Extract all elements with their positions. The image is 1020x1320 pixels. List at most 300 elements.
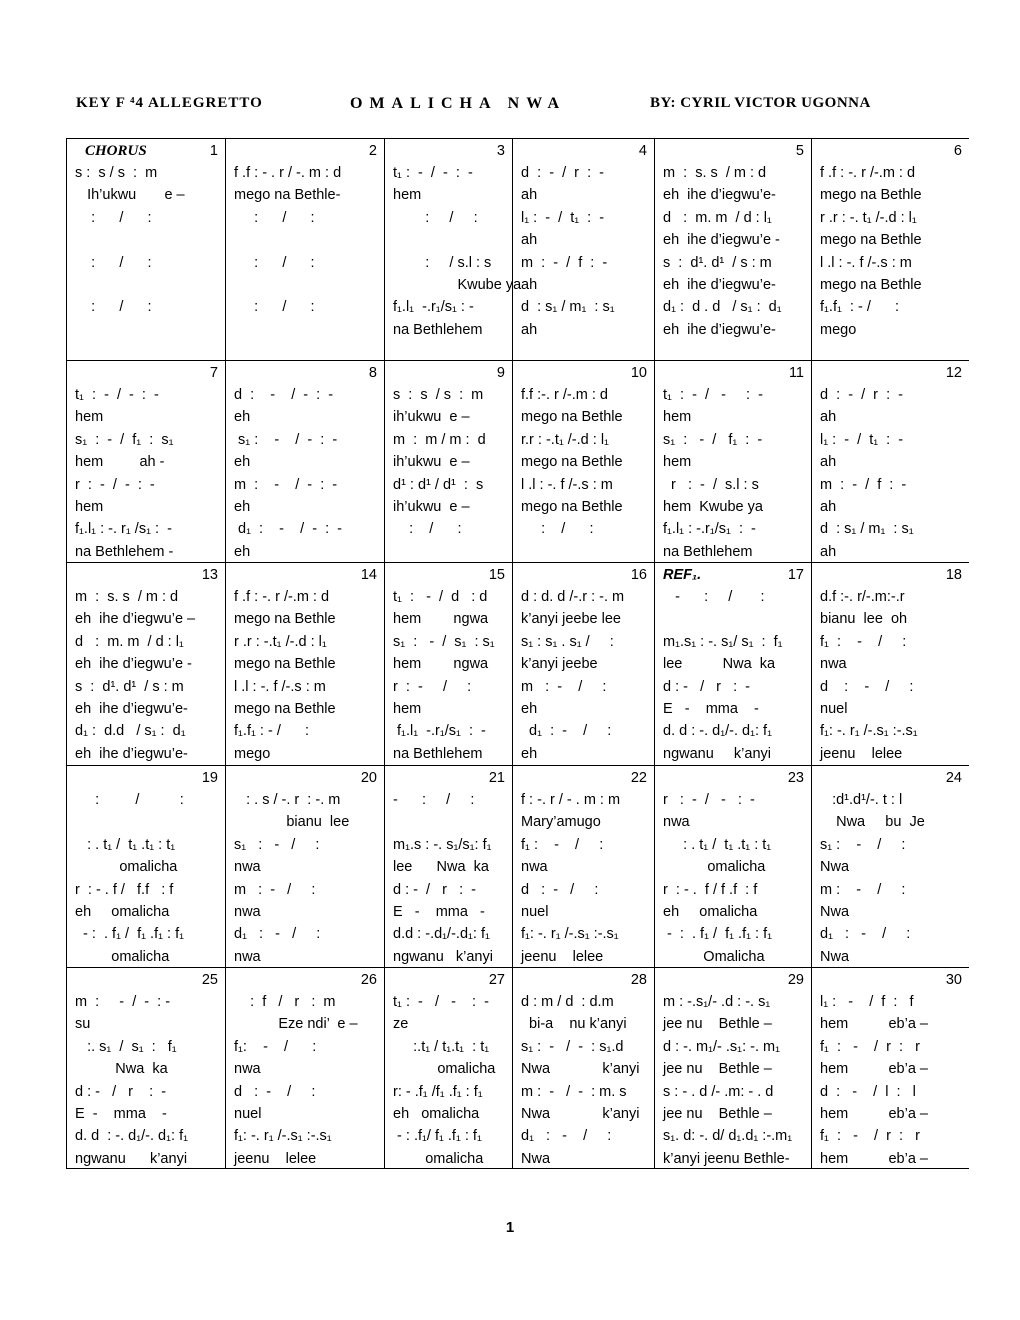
- notation-line: bianu lee: [234, 814, 350, 831]
- notation-line: ih’ukwu e –: [393, 454, 470, 471]
- measure-number: [234, 565, 377, 586]
- notation-line: r : - / - : -: [663, 792, 755, 808]
- notation-line: ah: [521, 187, 538, 204]
- notation-line: ah: [820, 409, 837, 426]
- notation-line: Nwa: [521, 1150, 551, 1167]
- notation-line: l₁ : - / t₁ : -: [521, 209, 605, 226]
- notation-line: E - mma -: [663, 700, 759, 717]
- notation-line: d₁ : - / :: [234, 926, 321, 943]
- measure-number: [820, 141, 962, 162]
- measure-number-text: 1: [209, 143, 218, 159]
- notation-line: [393, 811, 505, 833]
- notation-line: eh omalicha: [663, 903, 758, 920]
- notation-line: hem: [663, 454, 692, 471]
- measure-number: [820, 565, 962, 586]
- notation-line: omalicha: [75, 859, 178, 876]
- notation-line: ngwanu k’anyi: [393, 948, 493, 965]
- notation-line: jee nu Bethle –: [663, 1105, 772, 1122]
- notation-line: mego na Bethle: [234, 700, 336, 717]
- notation-line: s₁ : - / - : s₁.d: [521, 1038, 624, 1055]
- notation-line: jeenu lelee: [820, 745, 903, 762]
- notation-line: f : -. r / - . m : m: [521, 792, 621, 808]
- measure-number-text: 7: [209, 365, 218, 381]
- measure-number: [75, 768, 218, 789]
- score-row: [67, 766, 969, 968]
- notation-line: m : - / f : -: [521, 254, 608, 271]
- measure-number: [75, 141, 218, 162]
- measure-cell: [655, 563, 812, 766]
- notation-line: d₁ : - / :: [521, 1128, 612, 1145]
- notation-line: E - mma -: [75, 1105, 167, 1122]
- notation-line: ah: [820, 543, 837, 560]
- notation-line: hem eb’a –: [820, 1016, 928, 1033]
- measure-cell: [67, 766, 226, 968]
- notation-line: jee nu Bethle –: [663, 1016, 772, 1033]
- notation-line: eh: [234, 543, 251, 560]
- measure-number: [393, 565, 505, 586]
- notation-line: eh: [521, 745, 538, 762]
- notation-line: nuel: [521, 903, 549, 920]
- notation-line: Omalicha: [663, 948, 765, 965]
- notation-line: r: - .f₁ /f₁ .f₁ : f₁: [393, 1083, 483, 1100]
- notation-line: r : - / :: [393, 678, 472, 695]
- measure-number: [234, 141, 377, 162]
- measure-cell: [812, 968, 969, 1169]
- notation-line: ah: [521, 232, 538, 249]
- measure-number: [75, 565, 218, 586]
- measure-cell: [655, 968, 812, 1169]
- notation-line: l .l : -. f /-.s : m: [820, 254, 912, 271]
- notation-line: nwa: [234, 948, 261, 965]
- score-row: [67, 968, 969, 1169]
- measure-cell: [812, 361, 969, 563]
- notation-line: d : m. m / d : l₁: [75, 633, 184, 650]
- notation-line: ah: [521, 276, 538, 293]
- measure-number-text: 25: [201, 972, 218, 988]
- notation-line: m : s. s / m : d: [663, 165, 767, 181]
- measure-number: [521, 970, 647, 991]
- measure-number-text: 5: [795, 143, 804, 159]
- measure-number-text: 19: [201, 770, 218, 786]
- notation-line: s : - . d /- .m: - . d: [663, 1083, 774, 1100]
- notation-line: Nwa ka: [75, 1061, 168, 1078]
- measure-cell: [385, 139, 522, 361]
- measure-number-text: 24: [945, 770, 962, 786]
- notation-line: f .f : -. r /-.m : d: [820, 165, 916, 181]
- notation-line: f₁ : - / :: [820, 633, 907, 650]
- notation-line: m : -.s₁/- .d : -. s₁: [663, 994, 771, 1010]
- notation-line: s₁ : - / s₁ : s₁: [393, 633, 495, 650]
- measure-cell: [385, 361, 513, 563]
- notation-line: s₁. d: -. d/ d₁.d₁ :-.m₁: [663, 1128, 793, 1145]
- notation-line: r : - . f / f.f : f: [75, 881, 174, 898]
- notation-line: m : - / :: [521, 678, 607, 695]
- notation-line: : f / r : m: [234, 994, 336, 1010]
- notation-line: :. s₁ / s₁ : f₁: [75, 1038, 177, 1055]
- measure-number: [393, 768, 505, 789]
- notation-line: s₁ : s₁ . s₁ / :: [521, 633, 614, 650]
- notation-line: l₁ : - / f : f: [820, 994, 914, 1010]
- score-row: [67, 563, 969, 766]
- notation-line: [234, 274, 377, 296]
- notation-line: mego na Bethle: [521, 409, 623, 426]
- measure-number-text: 22: [630, 770, 647, 786]
- notation-line: f₁.f₁ : - / :: [820, 299, 900, 316]
- notation-line: eh: [521, 700, 538, 717]
- notation-line: f₁: -. r₁ /-.s₁ :-.s₁: [820, 723, 918, 740]
- notation-line: eh: [234, 498, 251, 515]
- notation-line: eh ihe d’iegwu’e -: [75, 656, 192, 673]
- notation-line: Mary’amugo: [521, 814, 601, 831]
- notation-line: d₁ : - / :: [521, 723, 612, 740]
- notation-line: s₁ : - / f₁ : -: [663, 431, 763, 448]
- notation-line: [234, 229, 377, 251]
- notation-line: eh ihe d’iegwu’e –: [75, 611, 196, 628]
- measure-number: [663, 141, 804, 162]
- measure-number: [521, 141, 647, 162]
- notation-line: s₁ : - / f₁ : s₁: [75, 431, 174, 448]
- measure-cell: [513, 563, 655, 766]
- measure-cell: [67, 139, 226, 361]
- notation-line: m : - / :: [234, 881, 316, 898]
- notation-line: nwa: [234, 1061, 261, 1078]
- section-label: CHORUS: [85, 143, 147, 159]
- notation-line: l .l : -. f /-.s : m: [521, 476, 613, 493]
- notation-line: mego na Bethle: [820, 276, 922, 293]
- notation-line: [75, 229, 218, 251]
- measure-number-text: 18: [945, 567, 962, 583]
- composer-credit: BY: CYRIL VICTOR UGONNA: [650, 95, 871, 111]
- measure-number: [75, 970, 218, 991]
- measure-number: [393, 970, 505, 991]
- notation-line: eh ihe d’iegwu’e-: [663, 276, 776, 293]
- notation-line: hem eb’a –: [820, 1061, 928, 1078]
- notation-line: - : / :: [393, 792, 475, 808]
- notation-line: eh omalicha: [75, 903, 170, 920]
- notation-line: eh ihe d’iegwu’e-: [75, 745, 188, 762]
- notation-line: : / :: [75, 254, 152, 271]
- measure-number: [234, 768, 377, 789]
- notation-line: d. d : -. d₁/-. d₁: f₁: [663, 723, 772, 740]
- notation-line: : / s.l : s: [393, 254, 492, 271]
- measure-cell: [513, 361, 655, 563]
- notation-line: Eze ndi’ e –: [234, 1016, 358, 1033]
- measure-number: [521, 768, 647, 789]
- notation-line: d₁ : - / :: [820, 926, 911, 943]
- notation-line: mego na Bethle: [234, 611, 336, 628]
- measure-number-text: 12: [945, 365, 962, 381]
- notation-line: f₁.l₁ : -. r₁ /s₁ : -: [75, 521, 172, 538]
- notation-line: s : d¹. d¹ / s : m: [75, 678, 184, 695]
- notation-line: r : - / - : -: [75, 476, 155, 493]
- notation-line: : / :: [393, 521, 462, 538]
- notation-line: nuel: [234, 1105, 262, 1122]
- notation-line: k’anyi jeebe lee: [521, 611, 621, 628]
- notation-line: mego na Bethle: [820, 187, 922, 204]
- notation-line: d : - / :: [521, 881, 599, 898]
- notation-line: s₁ : - / :: [234, 836, 320, 853]
- notation-line: mego: [234, 745, 271, 762]
- notation-line: omalicha: [393, 1150, 484, 1167]
- measure-number: [663, 565, 804, 586]
- notation-line: nwa: [820, 656, 847, 673]
- measure-number-text: 2: [368, 143, 377, 159]
- measure-cell: [655, 361, 812, 563]
- notation-line: ih’ukwu e –: [393, 409, 470, 426]
- notation-line: d : m / d : d.m: [521, 994, 614, 1010]
- notation-line: d₁ : d . d / s₁ : d₁: [663, 299, 782, 316]
- notation-line: hem ngwa: [393, 656, 489, 673]
- notation-line: r : - . f / f .f : f: [663, 881, 758, 898]
- notation-line: Nwa: [820, 859, 850, 876]
- notation-line: d : -. m₁/- .s₁: -. m₁: [663, 1038, 780, 1055]
- measure-cell: [226, 766, 385, 968]
- notation-line: Nwa k’anyi: [521, 1061, 640, 1078]
- measure-number-text: 9: [496, 365, 505, 381]
- notation-line: m₁.s : -. s₁/s₁: f₁: [393, 836, 492, 853]
- measure-number: [663, 363, 804, 384]
- measure-number: [521, 565, 647, 586]
- notation-line: d : - / :: [234, 1083, 316, 1100]
- notation-line: f₁ : - / r : r: [820, 1038, 920, 1055]
- notation-line: s : s / s : m: [75, 165, 158, 181]
- notation-line: eh ihe d’iegwu’e -: [663, 232, 780, 249]
- measure-number: [234, 363, 377, 384]
- notation-line: r.r : -.t₁ /-.d : l₁: [521, 431, 609, 448]
- measure-number-text: 8: [368, 365, 377, 381]
- notation-line: d : s₁ / m₁ : s₁: [820, 521, 914, 538]
- measure-cell: [655, 139, 812, 361]
- notation-line: ih’ukwu e –: [393, 498, 470, 515]
- notation-line: : / :: [75, 792, 184, 808]
- notation-line: hem Kwube ya: [663, 498, 763, 515]
- notation-line: omalicha: [393, 1061, 496, 1078]
- measure-cell: [812, 766, 969, 968]
- notation-line: hem ngwa: [393, 611, 489, 628]
- solfa-score-table: [66, 138, 969, 1169]
- measure-cell: [385, 968, 513, 1169]
- measure-number: [820, 970, 962, 991]
- notation-line: m : s. s / m : d: [75, 589, 179, 605]
- notation-line: s₁ : - / - : -: [234, 431, 338, 448]
- measure-cell: [67, 563, 226, 766]
- notation-line: - : / :: [663, 589, 765, 605]
- notation-line: - : . f₁ / f₁ .f₁ : f₁: [75, 926, 184, 943]
- notation-line: ngwanu k’anyi: [663, 745, 772, 762]
- notation-line: nwa: [234, 859, 261, 876]
- notation-line: m : - / f : -: [820, 476, 907, 493]
- notation-line: : / :: [521, 521, 594, 538]
- notation-line: eh: [234, 454, 251, 471]
- measure-number-text: 28: [630, 972, 647, 988]
- notation-line: eh ihe d’iegwu’e-: [663, 321, 776, 338]
- measure-number: [393, 141, 505, 162]
- notation-line: t₁ : - / - : -: [393, 994, 489, 1010]
- notation-line: ngwanu k’anyi: [75, 1150, 188, 1167]
- measure-number-text: 6: [953, 143, 962, 159]
- notation-line: s : s / s : m: [393, 387, 484, 403]
- page-header: [76, 95, 946, 119]
- notation-line: nwa: [521, 859, 548, 876]
- notation-line: [75, 274, 218, 296]
- notation-line: bianu lee oh: [820, 611, 908, 628]
- notation-line: Nwa: [820, 903, 850, 920]
- notation-line: Kwube ya: [393, 276, 522, 293]
- notation-line: ze: [393, 1016, 409, 1033]
- notation-line: eh ihe d’iegwu’e-: [663, 187, 776, 204]
- notation-line: nuel: [820, 700, 848, 717]
- notation-line: ah: [521, 321, 538, 338]
- notation-line: Ih’ukwu e –: [75, 187, 185, 204]
- measure-number-text: 21: [488, 770, 505, 786]
- notation-line: jeenu lelee: [521, 948, 604, 965]
- notation-line: k’anyi jeebe: [521, 656, 598, 673]
- notation-line: mego na Bethle: [234, 656, 336, 673]
- measure-number: [234, 970, 377, 991]
- notation-line: m : - / :: [820, 881, 906, 898]
- notation-line: omalicha: [663, 859, 766, 876]
- notation-line: [393, 229, 505, 251]
- notation-line: :.t₁ / t₁.t₁ : t₁: [393, 1038, 490, 1055]
- notation-line: jee nu Bethle –: [663, 1061, 772, 1078]
- notation-line: m : - / - : -: [234, 476, 338, 493]
- notation-line: s₁ : - / :: [820, 836, 906, 853]
- notation-line: lee Nwa ka: [663, 656, 776, 673]
- notation-line: f .f : -. r /-.m : d: [234, 589, 330, 605]
- notation-line: ah: [820, 498, 837, 515]
- measure-cell: [385, 766, 513, 968]
- notation-line: Nwa bu Je: [820, 814, 925, 831]
- notation-line: mego: [820, 321, 857, 338]
- score-row: [67, 139, 969, 361]
- notation-line: l₁ : - / t₁ : -: [820, 431, 904, 448]
- notation-line: mego na Bethle: [521, 498, 623, 515]
- notation-line: su: [75, 1016, 91, 1033]
- notation-line: bi-a nu k’anyi: [521, 1016, 627, 1033]
- measure-number-text: 26: [360, 972, 377, 988]
- notation-line: f₁: -. r₁ /-.s₁ :-.s₁: [234, 1128, 332, 1145]
- notation-line: d₁ : - / - : -: [234, 521, 343, 538]
- notation-line: s : d¹. d¹ / s : m: [663, 254, 772, 271]
- notation-line: :d¹.d¹/-. t : l: [820, 792, 903, 808]
- measure-cell: [67, 361, 226, 563]
- notation-line: d : - / r : -: [75, 1083, 167, 1100]
- measure-number-text: 3: [496, 143, 505, 159]
- notation-line: f₁.l₁ -.r₁/s₁ : -: [393, 299, 474, 316]
- notation-line: - : .f₁/ f₁ .f₁ : f₁: [393, 1128, 482, 1145]
- notation-line: hem: [393, 700, 422, 717]
- notation-line: mego na Bethle: [521, 454, 623, 471]
- notation-line: d : - / r : -: [663, 678, 751, 695]
- notation-line: l .l : -. f /-.s : m: [234, 678, 326, 695]
- notation-line: d : - / r : -: [393, 881, 476, 898]
- measure-number-text: 29: [787, 972, 804, 988]
- notation-line: hem eb’a –: [820, 1150, 928, 1167]
- notation-line: d : - / l : l: [820, 1083, 916, 1100]
- notation-line: f₁: - / :: [234, 1038, 317, 1055]
- notation-line: na Bethlehem: [393, 321, 483, 338]
- measure-number: [663, 768, 804, 789]
- notation-line: d : m. m / d : l₁: [663, 209, 772, 226]
- notation-line: r : - / s.l : s: [663, 476, 759, 493]
- notation-line: nwa: [234, 903, 261, 920]
- notation-line: na Bethlehem: [393, 745, 483, 762]
- notation-line: d : - / :: [820, 678, 914, 695]
- notation-line: t₁ : - / - : -: [75, 387, 159, 403]
- notation-line: : / :: [234, 254, 315, 271]
- notation-line: m : - / - : m. s: [521, 1083, 627, 1100]
- notation-line: eh: [234, 409, 251, 426]
- notation-line: hem eb’a –: [820, 1105, 928, 1122]
- measure-number: [521, 363, 647, 384]
- measure-cell: [226, 968, 385, 1169]
- notation-line: omalicha: [75, 948, 170, 965]
- measure-number-text: 15: [488, 567, 505, 583]
- notation-line: ah: [820, 454, 837, 471]
- notation-line: nwa: [663, 814, 690, 831]
- notation-line: t₁ : - / d : d: [393, 589, 488, 605]
- notation-line: na Bethlehem: [663, 543, 753, 560]
- notation-line: : / :: [234, 299, 315, 316]
- notation-line: d : - / - : -: [234, 387, 334, 403]
- measure-cell: [226, 361, 385, 563]
- notation-line: f₁ : - / r : r: [820, 1128, 920, 1145]
- notation-line: : / :: [234, 209, 315, 226]
- measure-number-text: 13: [201, 567, 218, 583]
- notation-line: Nwa k’anyi: [521, 1105, 640, 1122]
- notation-line: lee Nwa ka: [393, 859, 489, 876]
- notation-line: hem: [75, 498, 104, 515]
- measure-cell: [226, 563, 385, 766]
- measure-cell: [513, 766, 655, 968]
- notation-line: d.d : -.d₁/-.d₁: f₁: [393, 926, 490, 943]
- measure-number: [820, 768, 962, 789]
- notation-line: r .r : -.t₁ /-.d : l₁: [234, 633, 327, 650]
- notation-line: d¹ : d¹ / d¹ : s: [393, 476, 484, 493]
- measure-cell: [385, 563, 513, 766]
- notation-line: f₁ : - / :: [521, 836, 604, 853]
- score-row: [67, 361, 969, 563]
- notation-line: m : m / m : d: [393, 431, 486, 448]
- notation-line: t₁ : - / - : -: [393, 165, 473, 181]
- notation-line: : . t₁ / t₁ .t₁ : t₁: [663, 836, 772, 853]
- notation-line: k’anyi jeenu Bethle-: [663, 1150, 790, 1167]
- measure-number-text: 14: [360, 567, 377, 583]
- notation-line: m : - / - : -: [75, 994, 171, 1010]
- notation-line: d : s₁ / m₁ : s₁: [521, 299, 615, 316]
- notation-line: : . t₁ / t₁ .t₁ : t₁: [75, 836, 176, 853]
- notation-line: f .f : - . r / -. m : d: [234, 165, 342, 181]
- notation-line: : / :: [75, 299, 152, 316]
- notation-line: hem: [393, 187, 422, 204]
- notation-line: t₁ : - / - : -: [663, 387, 763, 403]
- measure-cell: [513, 139, 655, 361]
- measure-cell: [655, 766, 812, 968]
- notation-line: hem ah -: [75, 454, 165, 471]
- notation-line: [75, 811, 218, 833]
- notation-line: f₁.f₁ : - / :: [234, 723, 310, 740]
- notation-line: d₁ : d.d / s₁ : d₁: [75, 723, 186, 740]
- measure-number-text: 20: [360, 770, 377, 786]
- measure-number-text: 11: [788, 365, 804, 381]
- notation-line: - : . f₁ / f₁ .f₁ : f₁: [663, 926, 772, 943]
- page-number: 1: [505, 1219, 515, 1236]
- notation-line: f₁.l₁ : -.r₁/s₁ : -: [663, 521, 756, 538]
- notation-line: m₁.s₁ : -. s₁/ s₁ : f₁: [663, 633, 783, 650]
- measure-number: [75, 363, 218, 384]
- notation-line: f₁.l₁ -.r₁/s₁ : -: [393, 723, 486, 740]
- measure-number-text: 16: [630, 567, 647, 583]
